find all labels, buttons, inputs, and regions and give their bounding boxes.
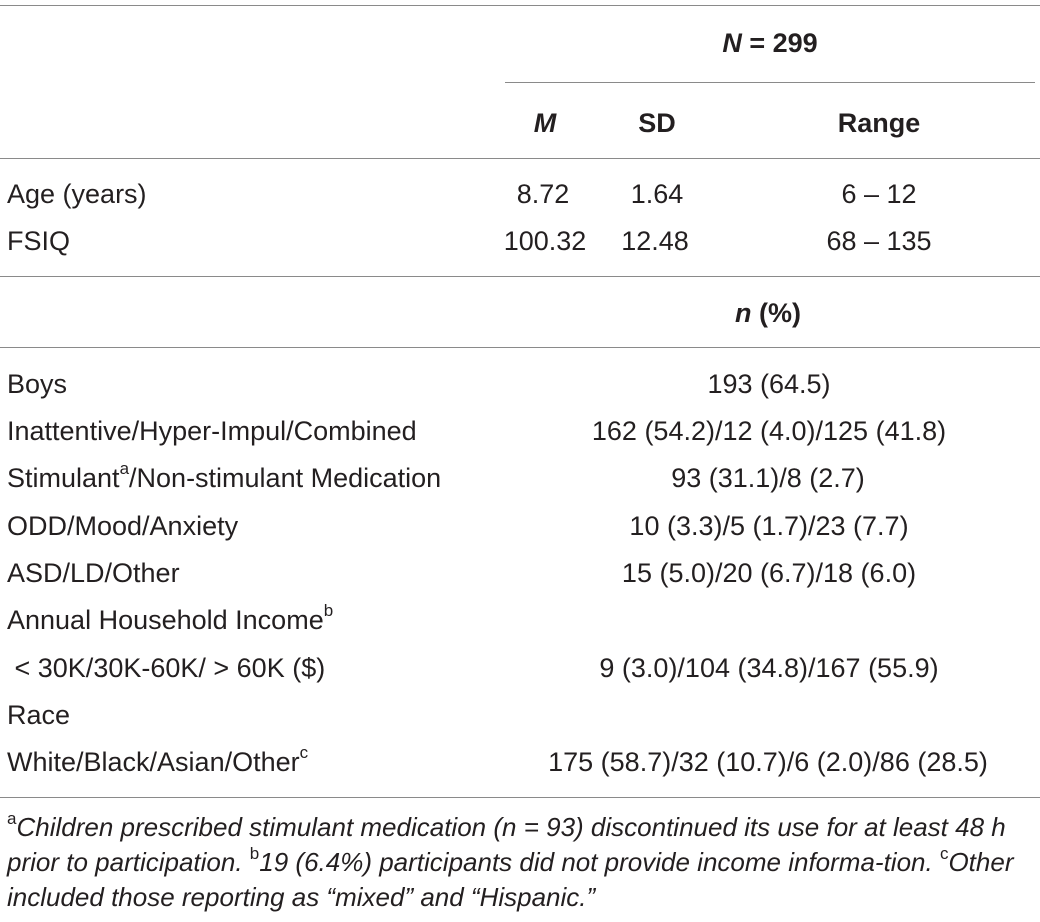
row-label: Race — [7, 700, 71, 730]
cell-range: 68 – 135 — [826, 226, 932, 256]
cell-value: 10 (3.3)/5 (1.7)/23 (7.7) — [629, 511, 909, 541]
section-rule — [0, 276, 1040, 277]
footnote-marker: b — [323, 601, 334, 620]
row-label: Boys — [7, 369, 68, 399]
cell-value: 9 (3.0)/104 (34.8)/167 (55.9) — [599, 653, 939, 683]
row-label: FSIQ — [7, 226, 71, 256]
footnote-marker: c — [299, 743, 309, 762]
cell-value: 15 (5.0)/20 (6.7)/18 (6.0) — [621, 558, 917, 588]
cell-value: 175 (58.7)/32 (10.7)/6 (2.0)/86 (28.5) — [548, 747, 988, 777]
cell-sd: 12.48 — [621, 226, 689, 256]
row-label: Age (years) — [7, 179, 147, 209]
footnote-c: Other included those reporting as “mixed” and “Hispanic.” — [7, 847, 1014, 912]
cell-value: 193 (64.5) — [707, 369, 831, 399]
footnote-a: Children prescribed stimulant medication (n = 93) discontinued its use for at least 48 h prior to participation. — [7, 812, 1006, 877]
row-label: White/Black/Asian/Other$^c$ — [7, 743, 309, 777]
group-header-n: N = 299 — [722, 28, 818, 58]
footnote-b: 19 (6.4%) participants did not provide income informa-tion. — [259, 847, 933, 877]
footnote-b-mark: b — [249, 844, 260, 864]
col-header-sd: SD — [638, 108, 676, 138]
row-label: < 30K/30K-60K/ > 60K ($) — [7, 653, 326, 683]
cell-range: 6 – 12 — [841, 179, 917, 209]
row-label: Annual Household Income$^b$ — [7, 601, 334, 635]
subheader-rule — [0, 347, 1040, 348]
cell-value: 162 (54.2)/12 (4.0)/125 (41.8) — [591, 416, 947, 446]
group-header-n-percent: n (%) — [735, 298, 801, 328]
row-label: ODD/Mood/Anxiety — [7, 511, 239, 541]
footnote-c-mark: c — [939, 844, 949, 864]
row-label: ASD/LD/Other — [7, 558, 180, 588]
footnote-a-mark: a — [7, 809, 17, 829]
table-footnotes — [7, 810, 1037, 915]
col-header-m: M — [533, 108, 557, 138]
col-header-range: Range — [837, 108, 921, 138]
cell-value: 93 (31.1)/8 (2.7) — [671, 463, 865, 493]
cell-sd: 1.64 — [630, 179, 684, 209]
footnote-marker: a — [119, 459, 130, 478]
row-label: Inattentive/Hyper-Impul/Combined — [7, 416, 417, 446]
group-header-rule — [505, 82, 1035, 83]
table-bottom-rule — [0, 797, 1040, 798]
column-header-rule — [0, 158, 1040, 159]
row-label: Stimulant$^a$/Non-stimulant Medication — [7, 459, 442, 493]
table-top-rule — [0, 5, 1040, 6]
cell-m: 8.72 — [516, 179, 570, 209]
cell-m: 100.32 — [503, 226, 587, 256]
